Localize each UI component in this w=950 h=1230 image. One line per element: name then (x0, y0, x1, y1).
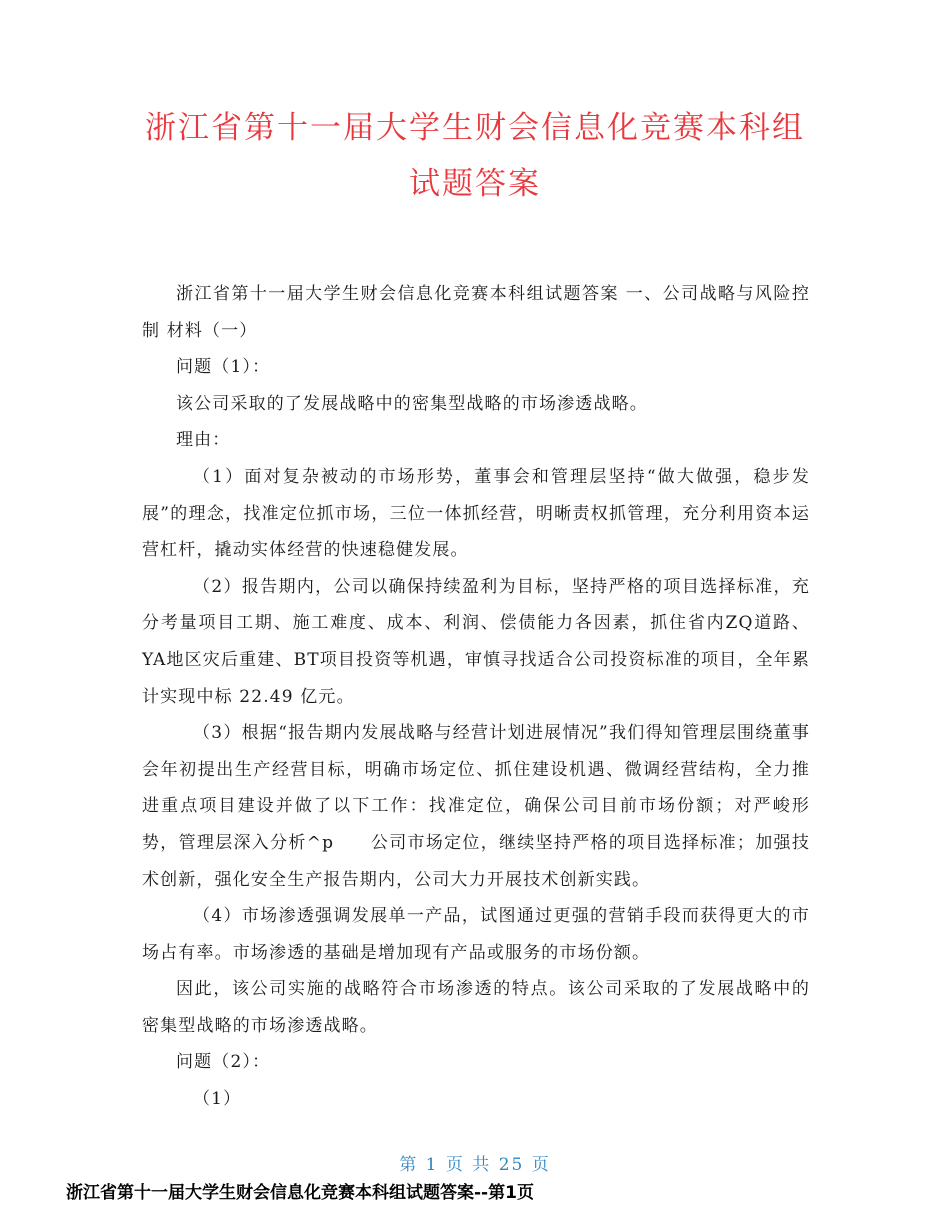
paragraph: （2）报告期内，公司以确保持续盈利为目标，坚持严格的项目选择标准，充分考量项目工期、施工难度、成本、利润、偿债能力各因素，抓住省内ZQ道路、YA地区灾后重建、BT项目投资等机遇，审慎寻找适合公司投资标准的项目，全年累计实现中标 22.49 亿元。 (142, 576, 810, 707)
document-title: 浙江省第十一届大学生财会信息化竞赛本科组 (145, 110, 805, 146)
paragraph: 浙江省第十一届大学生财会信息化竞赛本科组试题答案 一、公司战略与风险控制 材料（一） (142, 284, 810, 341)
paragraph: 问题（2）： (176, 1052, 271, 1073)
page-footer: 浙江省第十一届大学生财会信息化竞赛本科组试题答案--第1页 (66, 1183, 534, 1203)
paragraph: 该公司采取的了发展战略中的密集型战略的市场渗透战略。 (176, 393, 648, 414)
paragraph: （4）市场渗透强调发展单一产品，试图通过更强的营销手段而获得更大的市场占有率。市场渗透的基础是增加现有产品或服务的市场份额。 (142, 906, 810, 963)
paragraph: 理由： (176, 430, 231, 451)
paragraph: （1）面对复杂被动的市场形势，董事会和管理层坚持“做大做强，稳步发展”的理念，找准定位抓市场，三位一体抓经营，明晰责权抓管理，充分利用资本运营杠杆，撬动实体经营的快速稳健发展。 (142, 466, 810, 561)
page-counter: 第 1 页 共 25 页 (399, 1155, 551, 1175)
paragraph: 因此，该公司实施的战略符合市场渗透的特点。该公司采取的了发展战略中的密集型战略的市场渗透战略。 (142, 979, 810, 1036)
paragraph: （1） (193, 1089, 242, 1110)
document-title-line2: 试题答案 (409, 166, 541, 202)
document-body (142, 276, 810, 1118)
paragraph: 问题（1）： (176, 357, 271, 378)
paragraph: （3）根据“报告期内发展战略与经营计划进展情况”我们得知管理层围绕董事会年初提出生产经营目标，明确市场定位、抓住建设机遇、微调经营结构，全力推进重点项目建设并做了以下工作：找准定位，确保公司目前市场份额；对严峻形势，管理层深入分析^p 公司市场定位，继续坚持严格的项目选择标准；加强技术创新，强化安全生产报告期内，公司大力开展技术创新实践。 (142, 723, 810, 890)
